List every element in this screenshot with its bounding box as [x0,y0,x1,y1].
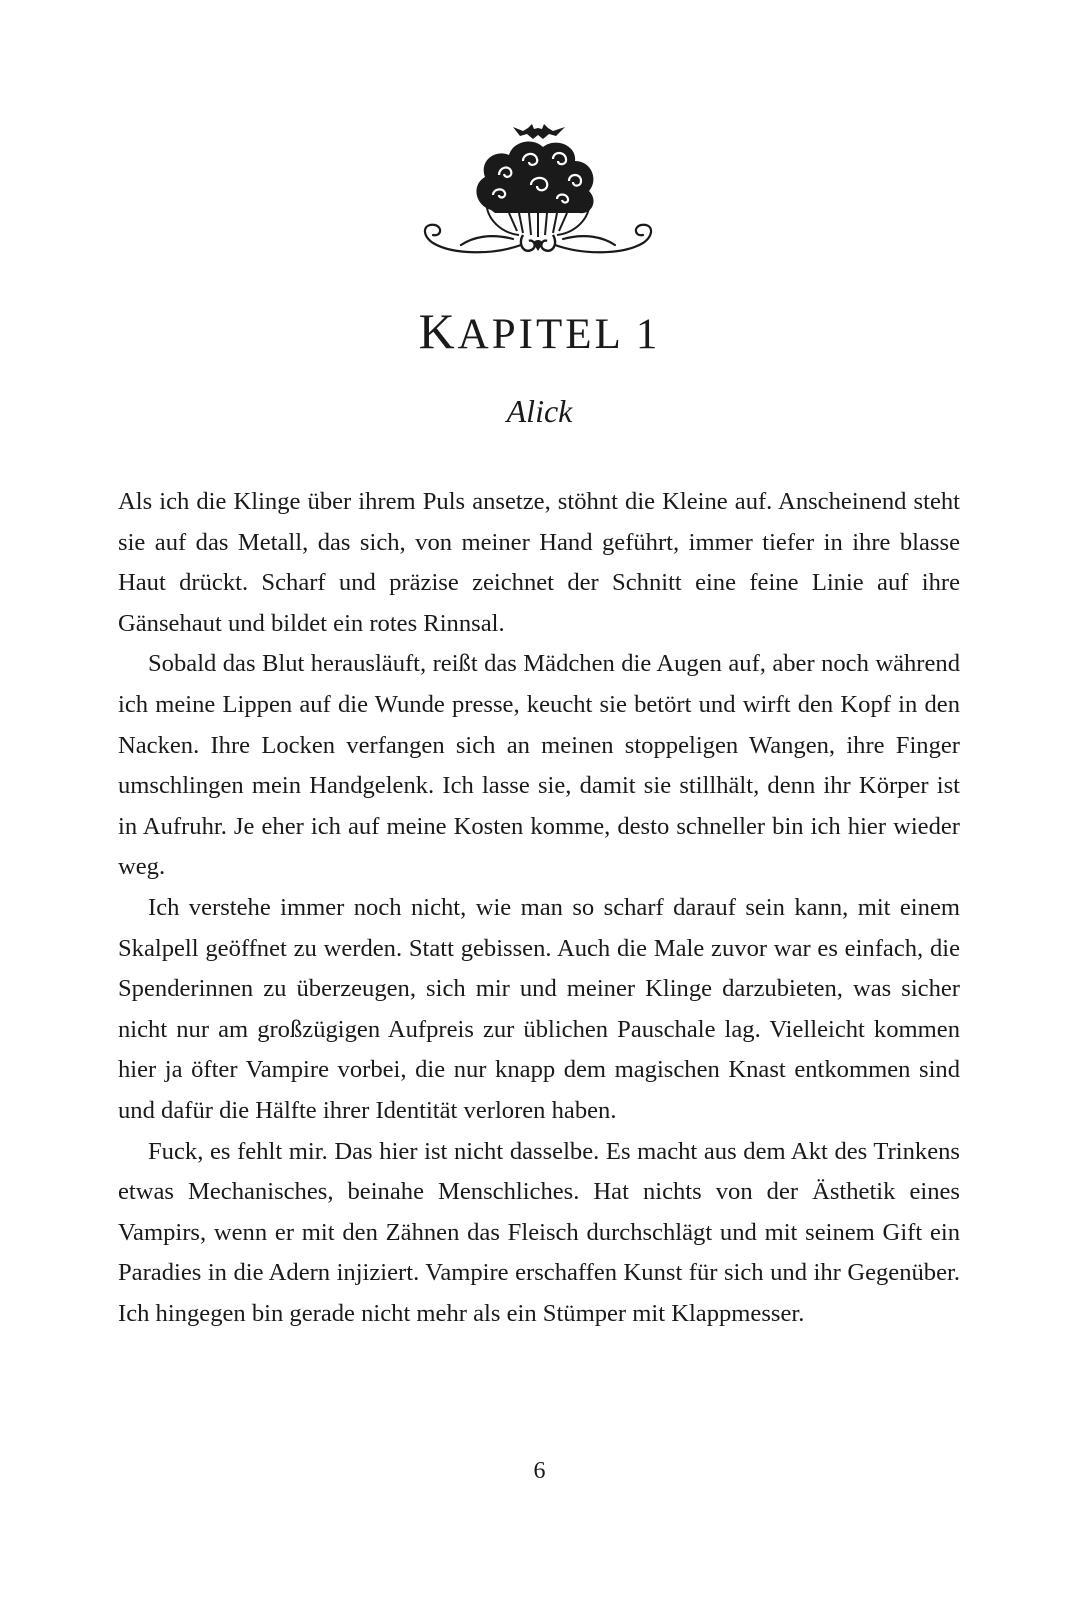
paragraph: Als ich die Klinge über ihrem Puls ansetze, stöhnt die Kleine auf. Anscheinend steht sie auf das Metall, das sich, von meiner Hand geführt, immer tiefer in ihre blasse Haut drückt. Scharf und präzise zeichnet der Schnitt eine feine Linie auf ihre Gänsehaut und bildet ein rotes Rinnsal. [118,488,960,637]
cloud-icon [476,141,593,213]
chapter-title-initial: K [418,303,458,359]
chapter-title [0,302,1079,360]
paragraph: Sobald das Blut herausläuft, reißt das Mädchen die Augen auf, aber noch während ich meine Lippen auf die Wunde presse, keucht sie betört und wirft den Kopf in den Nacken. Ihre Locken verfangen sich an meinen stoppeligen Wangen, ihre Finger umschlingen mein Handgelenk. Ich lasse sie, damit sie stillhält, denn ihr Körper ist in Aufruhr. Je eher ich auf meine Kosten komme, desto schneller bin ich hier wieder weg. [118,650,960,881]
page-number: 6 [533,1458,546,1484]
bat-cloud-flourish-icon [413,115,663,260]
bat-icon [513,124,565,139]
flourish-center-icon [521,235,555,251]
paragraph: Fuck, es fehlt mir. Das hier ist nicht dasselbe. Es macht aus dem Akt des Trinkens etwas Mechanisches, beinahe Menschliches. Hat nichts von der Ästhetik eines Vampirs, wenn er mit den Zähnen das Fleisch durchschlägt und mit seinem Gift ein Paradies in die Adern injiziert. Vampire erschaffen Kunst für sich und ihr Gegenüber. Ich hingegen bin gerade nicht mehr als ein Stümper mit Klappmesser. [118,1137,960,1327]
chapter-body [118,482,960,1334]
paragraph: Ich verstehe immer noch nicht, wie man so scharf darauf sein kann, mit einem Skalpell geöffnet zu werden. Statt gebissen. Auch die Male zuvor war es einfach, die Spenderinnen zu überzeugen, sich mir und meiner Klinge darzubieten, was sicher nicht nur am großzügigen Aufpreis zur üblichen Pauschale lag. Vielleicht kommen hier ja öfter Vampire vorbei, die nur knapp dem magischen Knast entkommen sind und dafür die Hälfte ihrer Identität verloren haben. [118,893,960,1124]
pov-character-name: Alick [506,393,573,429]
chapter-title-rest: APITEL 1 [457,311,661,358]
